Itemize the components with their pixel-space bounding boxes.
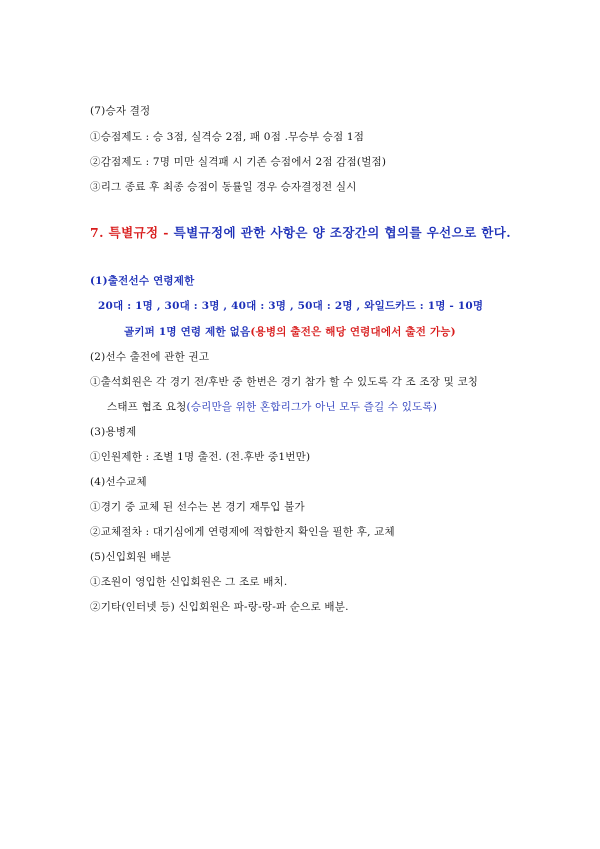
section-heading-special-rules: [90, 226, 511, 240]
winner-item-2: ②감점제도 : 7명 미만 실격패 시 기존 승점에서 2점 감점(벌점): [90, 156, 387, 168]
subsection-heading-mercenary: (3)용병제: [90, 426, 137, 438]
participation-cont-blue: (승리만을 위한 혼합리그가 아닌 모두 즐길 수 있도록): [186, 401, 438, 413]
winner-item-1: ①승점제도 : 승 3점, 실격승 2점, 패 0점 .무승부 승점 1점: [90, 131, 365, 143]
new-members-item-2: ②기타(인터넷 등) 신입회원은 파-랑-랑-파 순으로 배분.: [90, 601, 349, 613]
participation-item-1: ①출석회원은 각 경기 전/후반 중 한번은 경기 참가 할 수 있도록 각 조 조장 및 코칭: [90, 376, 479, 388]
goalkeeper-note: 골키퍼 1명 연령 제한 없음: [124, 326, 251, 338]
winner-item-3: ③리그 종료 후 최종 승점이 동률일 경우 승자결정전 실시: [90, 181, 357, 193]
substitution-item-1: ①경기 중 교체 된 선수는 본 경기 재투입 불가: [90, 501, 305, 513]
age-limit-note: [124, 325, 456, 339]
section-heading-winner: (7)승자 결정: [90, 105, 151, 117]
participation-cont-prefix: 스태프 협조 요청: [107, 401, 187, 413]
subsection-heading-new-members: (5)신입회원 배분: [90, 551, 172, 563]
special-rules-number: 7. 특별규정: [90, 225, 159, 240]
subsection-heading-age-limit: (1)출전선수 연령제한: [90, 275, 195, 287]
age-limit-line: 20대 : 1명 , 30대 : 3명 , 40대 : 3명 , 50대 : 2명 , 와일드카드 : 1명 - 10명: [98, 300, 484, 312]
special-rules-description: 특별규정에 관한 사항은 양 조장간의 협의를 우선으로 한다.: [173, 225, 512, 240]
mercenary-item-1: ①인원제한 : 조별 1명 출전. (전.후반 중1번만): [90, 451, 311, 463]
special-rules-dash: -: [158, 225, 174, 240]
mercenary-note: (용병의 출전은 해당 연령대에서 출전 가능): [250, 326, 456, 338]
substitution-item-2: ②교체절차 : 대기심에게 연령제에 적합한지 확인을 필한 후, 교체: [90, 526, 395, 538]
subsection-heading-participation: (2)선수 출전에 관한 권고: [90, 351, 210, 363]
new-members-item-1: ①조원이 영입한 신입회원은 그 조로 배치.: [90, 576, 288, 588]
subsection-heading-substitution: (4)선수교체: [90, 476, 147, 488]
participation-item-1-continued: [107, 400, 437, 414]
